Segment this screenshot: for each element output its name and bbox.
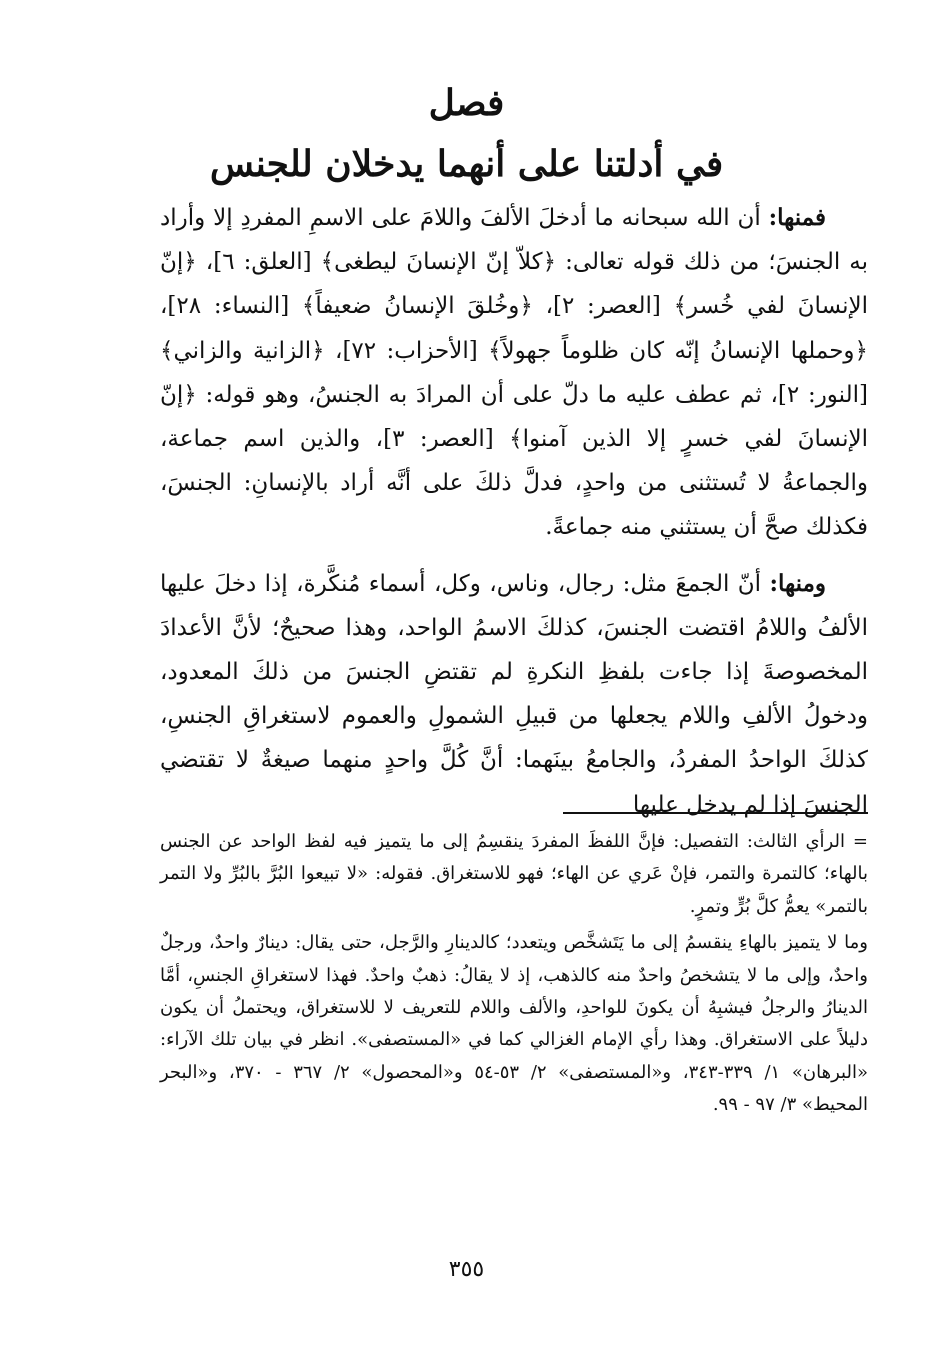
body-text (160, 196, 868, 839)
chapter-label: فصل (428, 82, 505, 124)
footnote-continuation: = الرأي الثالث: التفصيل: فإنَّ اللفظَ المفردَ ينقسِمُ إلى ما يتميز فيه لفظ الواحد عن الجنس بالهاء؛ كالتمرة والتمر، فإنْ عَري عن الهاء؛ فهو للاستغراق. فقوله: «لا تبيعوا البُرَّ بالبُرِّ ولا التمر بالتمر» يعمُّ كلَّ بُرٍّ وتمرٍ. (160, 831, 868, 917)
paragraph-text: أن الله سبحانه ما أدخلَ الألفَ واللامَ على الاسمِ المفردِ إلا وأراد به الجنسَ؛ من ذلك قوله تعالى: ﴿كلاّ إنّ الإنسانَ ليطغى﴾ [العلق: ٦]، ﴿إنّ الإنسانَ لفي خُسر﴾ [العصر: ٢]، ﴿وخُلقَ الإنسانُ ضعيفاً﴾ [النساء: ٢٨]، ﴿وحملها الإنسانُ إنّه كان ظلوماً جهولاً﴾ [الأحزاب: ٧٢]، ﴿الزانية والزاني﴾ [النور: ٢]، ثم عطف عليه ما دلّ على أن المرادَ به الجنسُ، وهو قوله: ﴿إنّ الإنسانَ لفي خسرٍ إلا الذين آمنوا﴾ [العصر: ٣]، والذين اسم جماعة، والجماعةُ لا تُستثنى من واحدٍ، فدلَّ ذلكَ على أنَّه أراد بالإنسانِ: الجنسَ، فكذلك صحَّ أن يستثني منه جماعةً. (160, 205, 869, 541)
footnote-divider (563, 812, 868, 814)
paragraph-text: أنّ الجمعَ مثل: رجال، وناس، وكل، أسماء مُنكَّرة، إذا دخلَ عليها الألفُ واللامُ اقتضت الجنسَ، كذلكَ الاسمُ الواحد، وهذا صحيحٌ؛ لأنَّ الأعدادَ المخصوصةَ إذا جاءت بلفظِ النكرةِ لم تقتضِ الجنسَ من ذلكَ المعدود، ودخولُ الألفِ واللام يجعلها من قبيلِ الشمولِ والعموم لاستغراقِ الجنسِ، كذلكَ الواحدُ المفردُ، والجامعُ بينَهما: أنَّ كُلَّ واحدٍ منهما صيغةٌ لا تقتضي الجنسَ إذا لم يدخل عليها (160, 570, 868, 818)
footnote-paragraph: وما لا يتميز بالهاءِ ينقسمُ إلى ما يَتَشخَّص ويتعدد؛ كالدينارِ والرَّجل، حتى يقال: دينارٌ واحدٌ، ورجلٌ واحدٌ، وإلى ما لا يتشخصُ واحدٌ منه كالذهب، إذ لا يقالُ: ذهبٌ واحدٌ. فهذا لاستغراقِ الجنسِ، أمَّا الدينارُ والرجلُ فيشبِهُ أن يكونَ للواحدِ، والألف واللام للتعريف لا للاستغراق، ويحتملُ أن يكون دليلاً على الاستغراق. وهذا رأي الإمام الغزالي كما في «المستصفى». انظر في بيان تلك الآراء: «البرهان» ١/ ٣٣٩-٣٤٣، و«المستصفى» ٢/ ٥٣-٥٤ و«المحصول» ٢/ ٣٦٧ - ٣٧٠، و«البحر المحيط» ٣/ ٩٧ - ٩٩. (160, 932, 869, 1116)
page-number: ٣٥٥ (448, 1257, 485, 1282)
paragraph-second-evidence (160, 562, 868, 827)
footnotes (160, 826, 868, 1122)
paragraph-lead: ومنها: (769, 569, 826, 597)
chapter-title: في أدلتنا على أنهما يدخلان للجنس (209, 143, 724, 185)
paragraph-lead: فمنها: (768, 204, 826, 231)
paragraph-first-evidence (160, 196, 868, 550)
